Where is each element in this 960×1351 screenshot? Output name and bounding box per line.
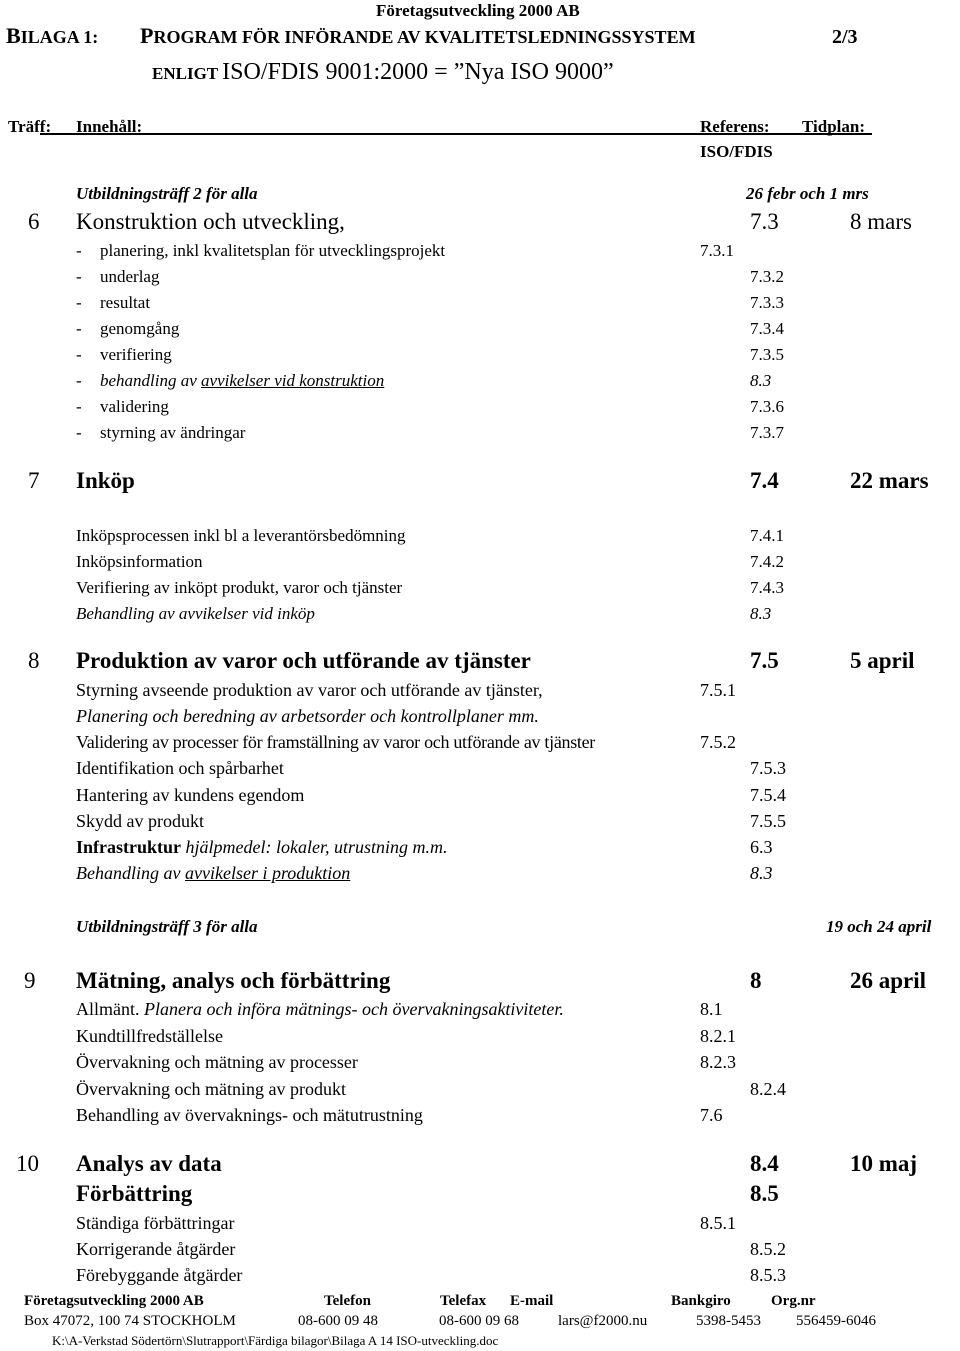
section-10-title2: Förbättring bbox=[76, 1181, 193, 1206]
s7-item-text: Verifiering av inköpt produkt, varor och tjänster bbox=[76, 578, 403, 597]
section-8-number: 8 bbox=[28, 648, 40, 673]
section-9-title: Mätning, analys och förbättring bbox=[76, 968, 391, 993]
s10-item-text: Ständiga förbättringar bbox=[76, 1213, 235, 1233]
section-6-number: 6 bbox=[28, 209, 40, 234]
header-rule bbox=[40, 133, 872, 135]
footer-telefax-label: Telefax bbox=[440, 1293, 487, 1309]
section-8-ref: 7.5 bbox=[750, 648, 779, 673]
section-8-date: 5 april bbox=[850, 648, 915, 673]
s10-item-ref: 8.5.2 bbox=[750, 1239, 786, 1259]
footer-telefon-label: Telefon bbox=[324, 1293, 371, 1309]
s7-item-ref: 8.3 bbox=[750, 604, 772, 623]
s9-item-text-b: Planera och införa mätnings- och övervakningsaktiviteter. bbox=[139, 999, 564, 1019]
section-10-title: Analys av data bbox=[76, 1151, 222, 1176]
s6-item-ref: 7.3.1 bbox=[700, 241, 734, 260]
section-6-date: 8 mars bbox=[850, 209, 912, 234]
page-number: 2/3 bbox=[832, 26, 858, 48]
s6-item-ref: 7.3.6 bbox=[750, 397, 784, 416]
section-9-number: 9 bbox=[24, 968, 36, 993]
s8-item-text: Styrning avseende produktion av varor och utförande av tjänster, bbox=[76, 680, 543, 700]
section-7-number: 7 bbox=[28, 468, 40, 493]
s8-item-ref: 7.5.4 bbox=[750, 785, 786, 805]
s6-item-ref: 7.3.7 bbox=[750, 423, 784, 442]
footer-bankgiro: 5398-5453 bbox=[696, 1313, 761, 1329]
s6-item-dash: - bbox=[76, 371, 82, 390]
title-line2-big: ISO/FDIS 9001:2000 = ”Nya ISO 9000” bbox=[222, 59, 614, 85]
s8-item-text-b: avvikelser i produktion bbox=[184, 863, 351, 883]
title-line2 bbox=[152, 60, 614, 84]
meeting-2-date: 26 febr och 1 mrs bbox=[746, 184, 869, 203]
s8-item-ref: 7.5.1 bbox=[700, 680, 736, 700]
title-rest-b: ILAGA 1: bbox=[20, 27, 99, 47]
s6-item-text bbox=[100, 372, 384, 389]
section-10-ref2: 8.5 bbox=[750, 1181, 779, 1206]
col-tidplan: Tidplan: bbox=[802, 117, 866, 136]
title-initial-b: B bbox=[6, 23, 21, 48]
section-10-ref: 8.4 bbox=[750, 1151, 779, 1176]
title-rest-p: ROGRAM FÖR INFÖRANDE AV KVALITETSLEDNINGSSYSTEM bbox=[153, 27, 696, 47]
s6-item-ref: 7.3.2 bbox=[750, 267, 784, 286]
s10-item-ref: 8.5.3 bbox=[750, 1265, 786, 1285]
footer-address: Box 47072, 100 74 STOCKHOLM bbox=[24, 1313, 236, 1329]
s8-item-ref: 7.5.3 bbox=[750, 758, 786, 778]
section-7-title: Inköp bbox=[76, 468, 135, 493]
footer-file-path: K:\A-Verkstad Södertörn\Slutrapport\Färdiga bilagor\Bilaga A 14 ISO-utveckling.doc bbox=[52, 1333, 499, 1348]
s8-item-ref: 7.5.5 bbox=[750, 811, 786, 831]
section-9-date: 26 april bbox=[850, 968, 927, 993]
s9-item-ref: 8.2.3 bbox=[700, 1052, 736, 1072]
meeting-3-label: Utbildningsträff 3 för alla bbox=[76, 917, 258, 936]
section-6-ref: 7.3 bbox=[750, 209, 779, 234]
s6-item-ref: 7.3.3 bbox=[750, 293, 784, 312]
s7-item-ref: 7.4.1 bbox=[750, 526, 784, 545]
section-8-title: Produktion av varor och utförande av tjänster bbox=[76, 648, 531, 673]
s9-item-text: Övervakning och mätning av produkt bbox=[76, 1079, 346, 1099]
meeting-2-label: Utbildningsträff 2 för alla bbox=[76, 184, 258, 203]
s6-item-text: validering bbox=[100, 397, 169, 416]
s7-item-text: Inköpsprocessen inkl bl a leverantörsbedömning bbox=[76, 526, 406, 545]
s8-item-ref: 6.3 bbox=[750, 837, 773, 857]
s7-item-text: Inköpsinformation bbox=[76, 552, 203, 571]
s9-item-ref: 7.6 bbox=[700, 1105, 723, 1125]
s6-item-text-a: behandling av bbox=[100, 371, 202, 390]
col-referens-sub: ISO/FDIS bbox=[700, 142, 773, 161]
s9-item-ref: 8.2.4 bbox=[750, 1079, 786, 1099]
s8-item-ref: 7.5.2 bbox=[700, 732, 736, 752]
col-referens: Referens: bbox=[700, 117, 770, 136]
s10-item-text: Korrigerande åtgärder bbox=[76, 1239, 236, 1259]
s6-item-dash: - bbox=[76, 319, 82, 338]
s8-item-text: Identifikation och spårbarhet bbox=[76, 758, 284, 778]
s8-item-text: Skydd av produkt bbox=[76, 811, 204, 831]
title-line2-small: ENLIGT bbox=[152, 64, 219, 83]
footer-email-label: E-mail bbox=[510, 1293, 554, 1309]
program-title bbox=[140, 25, 696, 47]
s6-item-dash: - bbox=[76, 241, 82, 260]
s10-item-text: Förebyggande åtgärder bbox=[76, 1265, 243, 1285]
col-innehall: Innehåll: bbox=[76, 117, 143, 136]
section-10-number: 10 bbox=[16, 1151, 39, 1176]
s8-item-text bbox=[76, 864, 350, 882]
s8-item-text-a: Infrastruktur bbox=[76, 837, 182, 857]
s8-item-ref: 8.3 bbox=[750, 863, 773, 883]
s8-item-text: Planering och beredning av arbetsorder och kontrollplaner mm. bbox=[76, 706, 539, 726]
footer-orgnr: 556459-6046 bbox=[796, 1313, 876, 1329]
footer-telefax: 08-600 09 68 bbox=[439, 1313, 519, 1329]
footer-telefon: 08-600 09 48 bbox=[298, 1313, 378, 1329]
s6-item-dash: - bbox=[76, 293, 82, 312]
section-7-date: 22 mars bbox=[850, 468, 929, 493]
s9-item-text bbox=[76, 1000, 564, 1018]
footer-company: Företagsutveckling 2000 AB bbox=[24, 1293, 204, 1309]
s6-item-ref: 7.3.5 bbox=[750, 345, 784, 364]
s6-item-text: styrning av ändringar bbox=[100, 423, 246, 442]
s6-item-dash: - bbox=[76, 397, 82, 416]
col-traff: Träff: bbox=[8, 117, 52, 136]
s8-item-text: Hantering av kundens egendom bbox=[76, 785, 305, 805]
s9-item-ref: 8.2.1 bbox=[700, 1026, 736, 1046]
s6-item-text: genomgång bbox=[100, 319, 180, 338]
document-title bbox=[6, 25, 98, 47]
s9-item-text: Behandling av övervaknings- och mätutrustning bbox=[76, 1105, 423, 1125]
s6-item-text-b: avvikelser vid konstruktion bbox=[201, 371, 385, 390]
s9-item-text-a: Allmänt. bbox=[76, 999, 140, 1019]
s6-item-text: planering, inkl kvalitetsplan för utvecklingsprojekt bbox=[100, 241, 446, 260]
s8-item-text-b: hjälpmedel: lokaler, utrustning m.m. bbox=[181, 837, 448, 857]
s6-item-ref: 8.3 bbox=[750, 371, 772, 390]
s8-item-text: Validering av processer för framställning av varor och utförande av tjänster bbox=[76, 732, 595, 752]
section-9-ref: 8 bbox=[750, 968, 762, 993]
s6-item-text: verifiering bbox=[100, 345, 172, 364]
s8-item-text-a: Behandling av bbox=[76, 863, 185, 883]
s6-item-dash: - bbox=[76, 267, 82, 286]
footer-orgnr-label: Org.nr bbox=[771, 1293, 816, 1309]
s9-item-ref: 8.1 bbox=[700, 999, 723, 1019]
s6-item-ref: 7.3.4 bbox=[750, 319, 784, 338]
company-header: Företagsutveckling 2000 AB bbox=[376, 1, 580, 20]
section-10-date: 10 maj bbox=[850, 1151, 918, 1176]
s7-item-text: Behandling av avvikelser vid inköp bbox=[76, 604, 315, 623]
s6-item-dash: - bbox=[76, 345, 82, 364]
meeting-3-date: 19 och 24 april bbox=[826, 917, 932, 936]
s7-item-ref: 7.4.3 bbox=[750, 578, 784, 597]
s6-item-text: underlag bbox=[100, 267, 160, 286]
section-6-title: Konstruktion och utveckling, bbox=[76, 209, 345, 234]
s6-item-dash: - bbox=[76, 423, 82, 442]
s8-item-text bbox=[76, 838, 448, 856]
s10-item-ref: 8.5.1 bbox=[700, 1213, 736, 1233]
footer-bankgiro-label: Bankgiro bbox=[671, 1293, 731, 1309]
s7-item-ref: 7.4.2 bbox=[750, 552, 784, 571]
s6-item-text: resultat bbox=[100, 293, 151, 312]
title-initial-p: P bbox=[140, 23, 154, 48]
s9-item-text: Övervakning och mätning av processer bbox=[76, 1052, 358, 1072]
section-7-ref: 7.4 bbox=[750, 468, 779, 493]
s9-item-text: Kundtillfredställelse bbox=[76, 1026, 223, 1046]
footer-email[interactable]: lars@f2000.nu bbox=[558, 1313, 648, 1329]
